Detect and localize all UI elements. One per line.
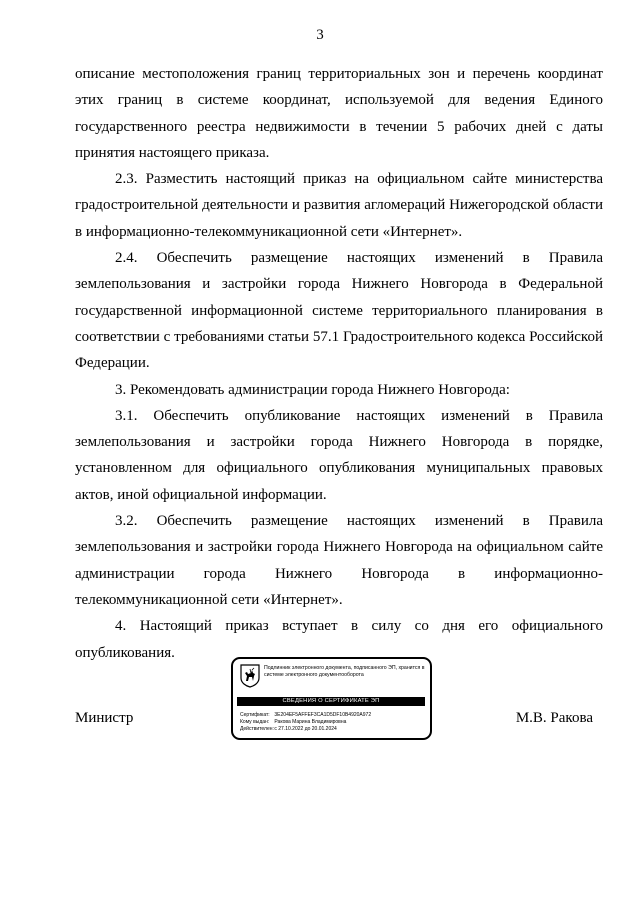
validity-label: Действителен: [240,726,274,733]
document-body [75,61,603,666]
signatory-position: Министр [75,710,134,726]
page-number: 3 [316,27,324,43]
stamp-header: СВЕДЕНИЯ О СЕРТИФИКАТЕ ЭП [237,697,425,706]
paragraph-4: 4. Настоящий приказ вступает в силу со дня его официального опубликования. [75,618,603,661]
paragraph-3-1: 3.1. Обеспечить опубликование настоящих изменений в Правила землепользования и застройки города Нижнего Новгорода в порядке, установленном для официального опубликования муниципальных правовых актов, иной официальной информации. [75,407,603,503]
nizhny-novgorod-deer-emblem-icon [240,664,260,688]
issued-to-value: Ракова Марина Владимировна [274,719,347,726]
issued-to-label: Кому выдан: [240,719,270,726]
certificate-details [240,712,425,734]
validity-value: с 27.10.2022 до 20.01.2024 [274,726,337,733]
paragraph-3-2: 3.2. Обеспечить размещение настоящих изменений в Правила землепользования и застройки города Нижнего Новгорода на официальном сайте администрации города Нижнего Новгорода в информационно-телекоммуникационной сети «Интернет». [75,513,603,608]
electronic-signature-stamp [231,657,432,740]
paragraph-2-4: 2.4. Обеспечить размещение настоящих изменений в Правила землепользования и застройки города Нижнего Новгорода в Федеральной государственной информационной системе территориального планирования в соответствии с требованиями статьи 57.1 Градостроительного кодекса Российской Федерации. [75,250,603,372]
signatory-name: М.В. Ракова [515,710,593,726]
certificate-row [240,712,425,719]
validity-row [240,726,425,733]
certificate-label: Сертификат: [240,712,270,718]
paragraph-2-3: 2.3. Разместить настоящий приказ на официальном сайте министерства градостроительной деятельности и развития агломераций Нижегородской области в информационно-телекоммуникационной сети «Интернет». [75,171,603,240]
certificate-value: 3E204EF5AFFEF3CA1D5DF10B4920A972 [274,712,372,718]
stamp-note: Подлинник электронного документа, подписанного ЭП, хранится в системе электронного документооборота [264,665,425,678]
paragraph-continuation: описание местоположения границ территориальных зон и перечень координат этих границ в системе координат, используемой для ведения Единого государственного реестра недвижимости в течении 5 рабочих дней с даты принятия настоящего приказа. [75,66,603,161]
paragraph-3: 3. Рекомендовать администрации города Нижнего Новгорода: [115,381,510,398]
